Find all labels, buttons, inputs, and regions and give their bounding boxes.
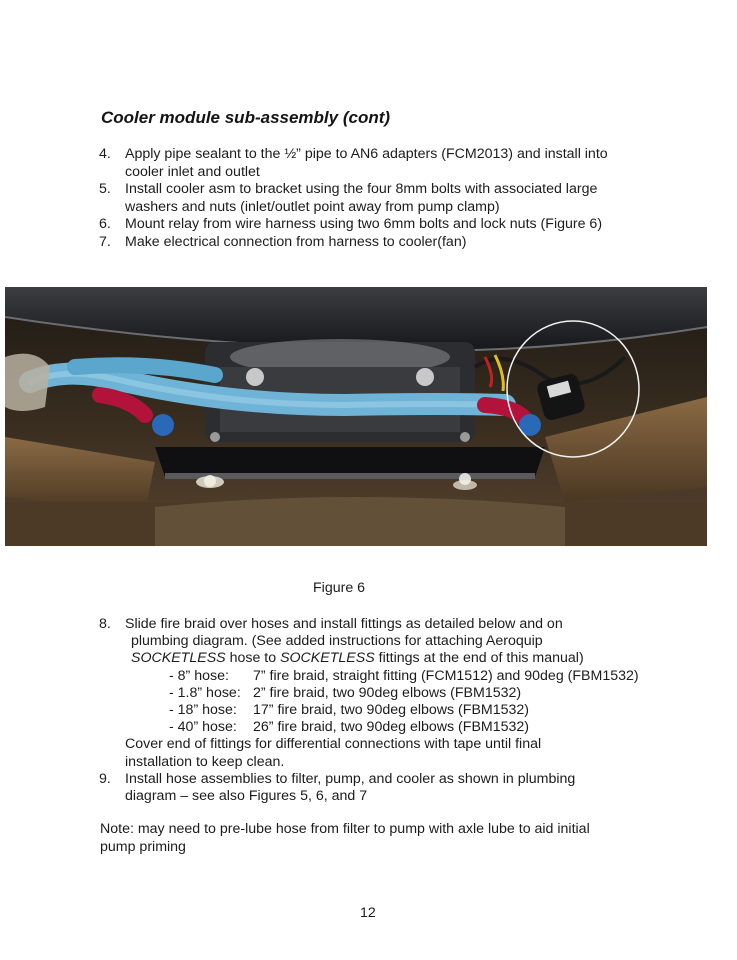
bolt: [460, 432, 470, 442]
step-line: Slide fire braid over hoses and install fittings as detailed below and on: [125, 616, 563, 632]
step-line: plumbing diagram. (See added instructions for attaching Aeroquip: [131, 633, 543, 650]
step-line: diagram – see also Figures 5, 6, and 7: [125, 788, 368, 805]
hose-spec: [125, 702, 689, 719]
step-line: installation to keep clean.: [125, 753, 285, 770]
hose-length: - 8” hose:: [169, 667, 229, 684]
step-4: [99, 146, 659, 181]
step-line: [125, 650, 689, 667]
figure-6-photo: [5, 287, 707, 546]
step-6: [99, 216, 659, 234]
hose-detail: 17” fire braid, two 90deg elbows (FBM1532): [253, 702, 530, 719]
note-line: Note: may need to pre-lube hose from filter to pump with axle lube to aid initial: [100, 821, 590, 837]
bolt: [246, 368, 264, 386]
blue-adapter-left: [152, 414, 174, 436]
step-number: 6.: [99, 216, 111, 232]
text-fragment: fittings at the end of this manual): [374, 650, 584, 667]
note-line: pump priming: [100, 838, 186, 855]
step-line: Cover end of fittings for differential connections with tape until final: [125, 736, 542, 753]
steps-list-top: [99, 146, 659, 251]
hose-spec: [125, 719, 689, 736]
step-number: 9.: [99, 770, 111, 787]
bolt: [416, 368, 434, 386]
step-number: 7.: [99, 233, 111, 250]
step-line: washers and nuts (inlet/outlet point away from pump clamp): [125, 198, 500, 215]
hose-spec: [125, 685, 689, 702]
hose-length: - 40” hose:: [169, 719, 237, 736]
step-5: [99, 181, 659, 216]
note: [100, 821, 660, 856]
hose-detail: 2” fire braid, two 90deg elbows (FBM1532): [253, 684, 522, 701]
step-line: Apply pipe sealant to the ½” pipe to AN6 adapters (FCM2013) and install into: [125, 146, 608, 162]
step-line: Install hose assemblies to filter, pump, and cooler as shown in plumbing: [125, 770, 576, 787]
step-line: Mount relay from wire harness using two 6mm bolts and lock nuts (Figure 6): [125, 216, 603, 232]
step-number: 5.: [99, 181, 111, 197]
section-title: Cooler module sub-assembly (cont): [101, 108, 391, 127]
figure-caption: Figure 6: [313, 580, 366, 596]
step-number: 4.: [99, 146, 111, 162]
socketless-term: SOCKETLESS: [131, 650, 226, 667]
step-8: [99, 616, 689, 771]
hose-length: - 18” hose:: [169, 702, 237, 719]
steps-list-bottom: [99, 616, 689, 805]
step-9: [99, 771, 689, 805]
step-line: cooler inlet and outlet: [125, 163, 260, 180]
step-line: Install cooler asm to bracket using the four 8mm bolts with associated large: [125, 181, 598, 197]
step-7: [99, 234, 659, 252]
hose-detail: 26” fire braid, two 90deg elbows (FBM1532): [253, 719, 530, 736]
step-number: 8.: [99, 616, 111, 632]
socketless-term: SOCKETLESS: [280, 650, 375, 667]
hose-detail: 7” fire braid, straight fitting (FCM1512) and 90deg (FBM1532): [253, 667, 639, 684]
cooler-installation-illustration: [5, 287, 707, 546]
hose-length: - 1.8” hose:: [169, 684, 241, 701]
page-number: 12: [360, 905, 376, 921]
wrap-cloth: [5, 354, 50, 411]
text-fragment: hose to: [225, 650, 281, 667]
hose-spec: [125, 668, 689, 685]
step-line: Make electrical connection from harness to cooler(fan): [125, 233, 467, 250]
bolt: [210, 432, 220, 442]
mounting-bracket: [155, 447, 545, 477]
